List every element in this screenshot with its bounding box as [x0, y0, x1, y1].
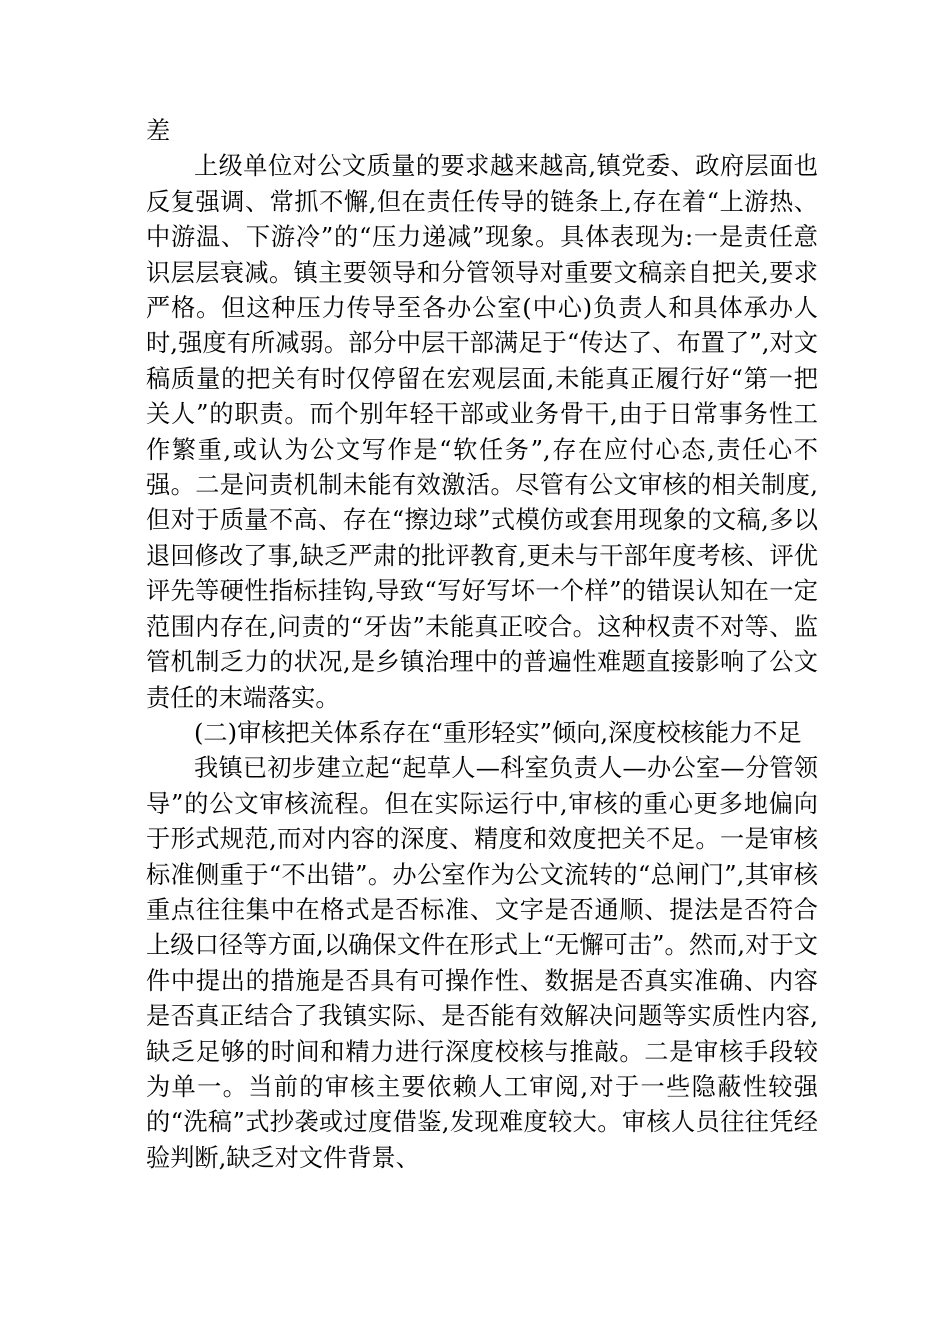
- document-page: [146, 114, 818, 1176]
- body-paragraph-review-process: 我镇已初步建立起“起草人—科室负责人—办公室—分管领导”的公文审核流程。但在实际运行中,审核的重心更多地偏向于形式规范,而对内容的深度、精度和效度把关不足。一是审核标准侧重于“不出错”。办公室作为公文流转的“总闸门”,其审核重点往往集中在格式是否标准、文字是否通顺、提法是否符合上级口径等方面,以确保文件在形式上“无懈可击”。然而,对于文件中提出的措施是否具有可操作性、数据是否真实准确、内容是否真正结合了我镇实际、是否能有效解决问题等实质性内容,缺乏足够的时间和精力进行深度校核与推敲。二是审核手段较为单一。当前的审核主要依赖人工审阅,对于一些隐蔽性较强的“洗稿”式抄袭或过度借鉴,发现难度较大。审核人员往往凭经验判断,缺乏对文件背景、: [146, 754, 818, 1172]
- heading-continuation: 差: [146, 117, 171, 145]
- section-heading-review-system: (二)审核把关体系存在“重形轻实”倾向,深度校核能力不足: [194, 718, 802, 747]
- body-paragraph-responsibility: 上级单位对公文质量的要求越来越高,镇党委、政府层面也反复强调、常抓不懈,但在责任传导的链条上,存在着“上游热、中游温、下游冷”的“压力递减”现象。具体表现为:一是责任意识层层衰减。镇主要领导和分管领导对重要文稿亲自把关,要求严格。但这种压力传导至各办公室(中心)负责人和具体承办人时,强度有所减弱。部分中层干部满足于“传达了、布置了”,对文稿质量的把关有时仅停留在宏观层面,未能真正履行好“第一把关人”的职责。而个别年轻干部或业务骨干,由于日常事务性工作繁重,或认为公文写作是“软任务”,存在应付心态,责任心不强。二是问责机制未能有效激活。尽管有公文审核的相关制度,但对于质量不高、存在“擦边球”式模仿或套用现象的文稿,多以退回修改了事,缺乏严肃的批评教育,更未与干部年度考核、评优评先等硬性指标挂钩,导致“写好写坏一个样”的错误认知在一定范围内存在,问责的“牙齿”未能真正咬合。这种权责不对等、监管机制乏力的状况,是乡镇治理中的普遍性难题直接影响了公文责任的末端落实。: [146, 152, 818, 712]
